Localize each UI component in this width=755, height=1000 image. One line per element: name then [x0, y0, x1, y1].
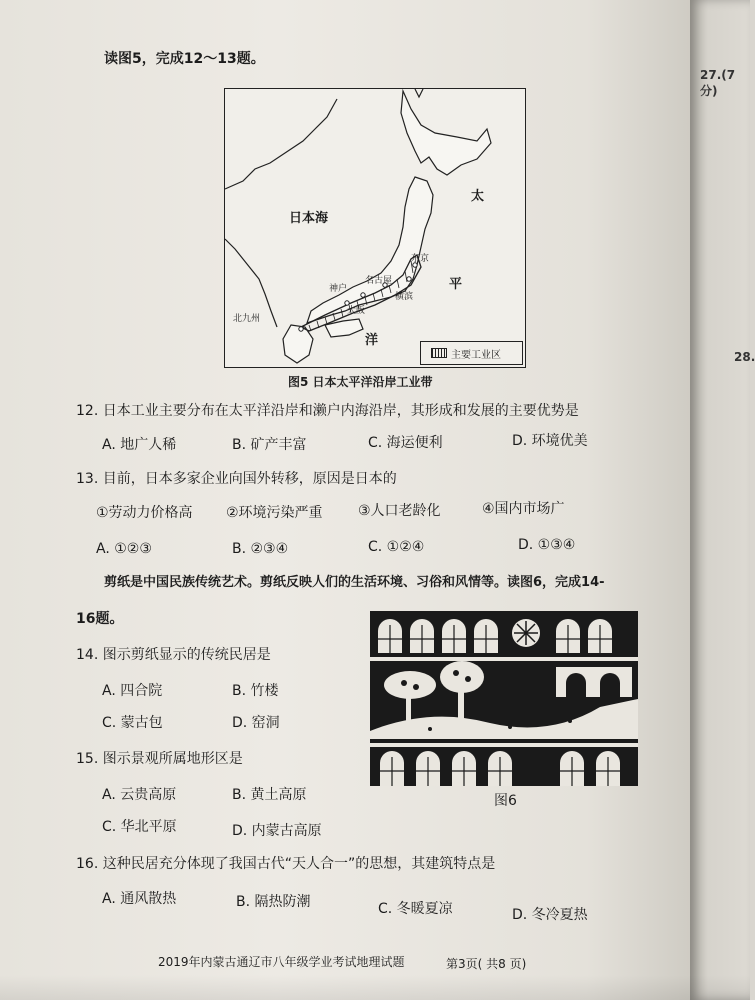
- q13-statement-1: ①劳动力价格高: [96, 505, 193, 521]
- q12-option-b: B. 矿产丰富: [232, 437, 307, 453]
- footer-page-info: 第3页( 共8 页): [446, 957, 527, 971]
- map-city-tokyo: 东京: [411, 254, 430, 264]
- japan-map-drawing: [225, 89, 525, 367]
- map-city-kitakyushu: 北九州: [233, 314, 261, 324]
- japan-map: [224, 88, 526, 368]
- q12-stem: 12. 日本工业主要分布在太平洋沿岸和濑户内海沿岸，其形成和发展的主要优势是: [76, 403, 579, 419]
- industrial-zone-swatch-icon: [431, 348, 447, 358]
- q14-stem: 14. 图示剪纸显示的传统民居是: [76, 647, 271, 663]
- map-sea-of-japan: 日本海: [289, 211, 329, 226]
- bottom-shadow: [0, 975, 750, 1000]
- adjacent-q28: 28.: [734, 350, 755, 364]
- q13-option-b: B. ②③④: [232, 541, 289, 557]
- q15-option-b: B. 黄土高原: [232, 787, 307, 803]
- q12-option-a: A. 地广人稀: [102, 437, 177, 453]
- map-city-osaka: 大阪: [347, 306, 366, 316]
- q15-stem: 15. 图示景观所属地形区是: [76, 751, 243, 767]
- adjacent-page-edge: [690, 0, 755, 1000]
- adjacent-q27: 27.(7分): [700, 68, 736, 98]
- footer-exam-title: 2019年内蒙古通辽市八年级学业考试地理试题: [158, 955, 405, 969]
- map-pacific-ping: 平: [449, 277, 463, 292]
- q14-option-b: B. 竹楼: [232, 683, 279, 699]
- fig6-caption: 图6: [494, 793, 517, 809]
- map-legend: [420, 341, 523, 365]
- fig5-intro: 读图5，完成12～13题。: [104, 51, 265, 67]
- q16-option-d: D. 冬冷夏热: [512, 907, 588, 923]
- map-pacific-yang: 洋: [365, 333, 379, 348]
- map-city-yokohama: 横滨: [395, 292, 414, 302]
- legend-label: 主要工业区: [451, 350, 501, 361]
- q14-option-d: D. 窑洞: [232, 715, 280, 731]
- q16-option-a: A. 通风散热: [102, 891, 177, 907]
- q13-option-a: A. ①②③: [96, 541, 152, 557]
- papercut-drawing: [370, 611, 638, 786]
- q12-option-c: C. 海运便利: [368, 435, 443, 451]
- q13-statement-3: ③人口老龄化: [358, 503, 441, 519]
- map-city-nagoya: 名古屋: [365, 276, 393, 286]
- q13-statement-4: ④国内市场广: [482, 501, 565, 517]
- q12-option-d: D. 环境优美: [512, 433, 588, 449]
- q13-option-c: C. ①②④: [368, 539, 425, 555]
- map-city-kobe: 神户: [329, 284, 348, 294]
- q13-stem: 13. 目前，日本多家企业向国外转移，原因是日本的: [76, 471, 397, 487]
- q16-stem: 16. 这种民居充分体现了我国古代“天人合一”的思想，其建筑特点是: [76, 856, 496, 872]
- q14-option-c: C. 蒙古包: [102, 715, 163, 731]
- q16-option-c: C. 冬暖夏凉: [378, 901, 453, 917]
- fig6-intro-line1: 剪纸是中国民族传统艺术。剪纸反映人们的生活环境、习俗和风情等。读图6，完成14-: [104, 575, 605, 590]
- papercut-image: [370, 611, 638, 786]
- q13-statement-2: ②环境污染严重: [226, 505, 323, 521]
- map-pacific-tai: 太: [471, 189, 485, 204]
- q14-option-a: A. 四合院: [102, 683, 163, 699]
- q16-option-b: B. 隔热防潮: [236, 894, 311, 910]
- fig5-caption: 图5 日本太平洋沿岸工业带: [288, 375, 433, 389]
- q13-option-d: D. ①③④: [518, 537, 576, 553]
- fig6-intro-line2: 16题。: [76, 611, 124, 627]
- q15-option-c: C. 华北平原: [102, 819, 177, 835]
- q15-option-a: A. 云贵高原: [102, 787, 177, 803]
- q15-option-d: D. 内蒙古高原: [232, 823, 322, 839]
